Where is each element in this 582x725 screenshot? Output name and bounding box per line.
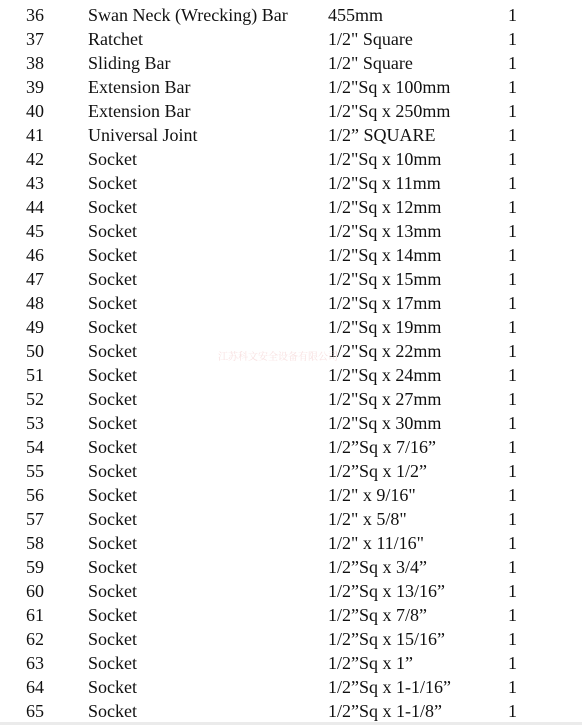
item-description: Socket bbox=[88, 341, 137, 361]
item-size: 1/2"Sq x 27mm bbox=[328, 389, 442, 409]
item-quantity: 1 bbox=[508, 533, 517, 553]
item-description: Socket bbox=[88, 317, 137, 337]
item-quantity: 1 bbox=[508, 437, 517, 457]
item-number: 65 bbox=[26, 701, 44, 721]
item-size: 1/2" Square bbox=[328, 29, 413, 49]
item-size: 1/2”Sq x 1-1/8” bbox=[328, 701, 442, 721]
table-row bbox=[0, 675, 582, 699]
item-size: 1/2”Sq x 7/16” bbox=[328, 437, 436, 457]
item-quantity: 1 bbox=[508, 365, 517, 385]
item-number: 63 bbox=[26, 653, 44, 673]
item-number: 56 bbox=[26, 485, 44, 505]
item-description: Socket bbox=[88, 413, 137, 433]
item-number: 40 bbox=[26, 101, 44, 121]
item-size: 1/2" Square bbox=[328, 53, 413, 73]
item-number: 57 bbox=[26, 509, 44, 529]
item-quantity: 1 bbox=[508, 149, 517, 169]
item-number: 36 bbox=[26, 5, 44, 25]
item-size: 1/2"Sq x 10mm bbox=[328, 149, 442, 169]
item-quantity: 1 bbox=[508, 653, 517, 673]
table-row bbox=[0, 243, 582, 267]
table-row bbox=[0, 291, 582, 315]
table-row bbox=[0, 555, 582, 579]
item-size: 1/2"Sq x 14mm bbox=[328, 245, 442, 265]
table-row bbox=[0, 171, 582, 195]
item-description: Sliding Bar bbox=[88, 53, 171, 73]
item-number: 62 bbox=[26, 629, 44, 649]
item-description: Socket bbox=[88, 173, 137, 193]
item-number: 54 bbox=[26, 437, 44, 457]
table-row bbox=[0, 435, 582, 459]
item-description: Swan Neck (Wrecking) Bar bbox=[88, 5, 288, 25]
item-quantity: 1 bbox=[508, 53, 517, 73]
item-size: 1/2"Sq x 100mm bbox=[328, 77, 451, 97]
item-number: 47 bbox=[26, 269, 44, 289]
item-size: 1/2" x 5/8" bbox=[328, 509, 407, 529]
item-quantity: 1 bbox=[508, 509, 517, 529]
item-description: Socket bbox=[88, 605, 137, 625]
item-size: 1/2” SQUARE bbox=[328, 125, 436, 145]
table-row bbox=[0, 507, 582, 531]
item-description: Socket bbox=[88, 509, 137, 529]
item-quantity: 1 bbox=[508, 701, 517, 721]
table-row bbox=[0, 3, 582, 27]
item-quantity: 1 bbox=[508, 5, 517, 25]
item-description: Socket bbox=[88, 533, 137, 553]
item-number: 37 bbox=[26, 29, 44, 49]
item-quantity: 1 bbox=[508, 173, 517, 193]
table-row bbox=[0, 531, 582, 555]
item-size: 1/2"Sq x 19mm bbox=[328, 317, 442, 337]
item-description: Socket bbox=[88, 677, 137, 697]
item-number: 53 bbox=[26, 413, 44, 433]
item-size: 1/2”Sq x 13/16” bbox=[328, 581, 445, 601]
item-number: 52 bbox=[26, 389, 44, 409]
item-quantity: 1 bbox=[508, 461, 517, 481]
item-number: 38 bbox=[26, 53, 44, 73]
item-quantity: 1 bbox=[508, 245, 517, 265]
item-quantity: 1 bbox=[508, 29, 517, 49]
table-row bbox=[0, 123, 582, 147]
table-row bbox=[0, 267, 582, 291]
item-number: 64 bbox=[26, 677, 44, 697]
item-quantity: 1 bbox=[508, 221, 517, 241]
watermark-text: 江苏科文安全设备有限公司 bbox=[218, 352, 338, 363]
table-row bbox=[0, 363, 582, 387]
item-description: Socket bbox=[88, 389, 137, 409]
item-description: Socket bbox=[88, 629, 137, 649]
item-size: 1/2"Sq x 30mm bbox=[328, 413, 442, 433]
item-description: Socket bbox=[88, 221, 137, 241]
table-row bbox=[0, 651, 582, 675]
item-quantity: 1 bbox=[508, 101, 517, 121]
item-description: Socket bbox=[88, 437, 137, 457]
item-quantity: 1 bbox=[508, 677, 517, 697]
item-size: 1/2"Sq x 17mm bbox=[328, 293, 442, 313]
item-size: 1/2"Sq x 15mm bbox=[328, 269, 442, 289]
item-quantity: 1 bbox=[508, 605, 517, 625]
item-quantity: 1 bbox=[508, 197, 517, 217]
table-row bbox=[0, 27, 582, 51]
item-description: Socket bbox=[88, 485, 137, 505]
item-number: 51 bbox=[26, 365, 44, 385]
item-size: 1/2"Sq x 12mm bbox=[328, 197, 442, 217]
item-number: 44 bbox=[26, 197, 44, 217]
item-number: 49 bbox=[26, 317, 44, 337]
item-quantity: 1 bbox=[508, 317, 517, 337]
item-size: 1/2" x 9/16" bbox=[328, 485, 416, 505]
item-description: Socket bbox=[88, 197, 137, 217]
table-row bbox=[0, 483, 582, 507]
table-row bbox=[0, 315, 582, 339]
table-row bbox=[0, 387, 582, 411]
item-size: 1/2”Sq x 1” bbox=[328, 653, 413, 673]
item-description: Socket bbox=[88, 701, 137, 721]
table-row bbox=[0, 75, 582, 99]
item-description: Socket bbox=[88, 245, 137, 265]
item-size: 1/2"Sq x 13mm bbox=[328, 221, 442, 241]
item-number: 60 bbox=[26, 581, 44, 601]
item-description: Socket bbox=[88, 365, 137, 385]
item-number: 42 bbox=[26, 149, 44, 169]
item-description: Extension Bar bbox=[88, 101, 191, 121]
item-quantity: 1 bbox=[508, 77, 517, 97]
table-row bbox=[0, 603, 582, 627]
item-number: 58 bbox=[26, 533, 44, 553]
item-size: 1/2”Sq x 1-1/16” bbox=[328, 677, 451, 697]
item-quantity: 1 bbox=[508, 413, 517, 433]
item-size: 1/2" x 11/16" bbox=[328, 533, 425, 553]
table-row bbox=[0, 579, 582, 603]
item-number: 59 bbox=[26, 557, 44, 577]
item-size: 1/2"Sq x 22mm bbox=[328, 341, 442, 361]
item-description: Socket bbox=[88, 581, 137, 601]
item-quantity: 1 bbox=[508, 557, 517, 577]
item-quantity: 1 bbox=[508, 341, 517, 361]
item-number: 46 bbox=[26, 245, 44, 265]
item-size: 1/2”Sq x 15/16” bbox=[328, 629, 445, 649]
item-number: 43 bbox=[26, 173, 44, 193]
item-number: 41 bbox=[26, 125, 44, 145]
item-size: 1/2”Sq x 7/8” bbox=[328, 605, 427, 625]
item-size: 1/2”Sq x 3/4” bbox=[328, 557, 427, 577]
item-size: 455mm bbox=[328, 5, 384, 25]
item-description: Extension Bar bbox=[88, 77, 191, 97]
table-row bbox=[0, 51, 582, 75]
item-size: 1/2"Sq x 11mm bbox=[328, 173, 441, 193]
item-description: Socket bbox=[88, 461, 137, 481]
item-description: Socket bbox=[88, 293, 137, 313]
item-size: 1/2"Sq x 250mm bbox=[328, 101, 451, 121]
item-description: Socket bbox=[88, 269, 137, 289]
table-row bbox=[0, 699, 582, 723]
item-quantity: 1 bbox=[508, 485, 517, 505]
item-description: Socket bbox=[88, 149, 137, 169]
item-quantity: 1 bbox=[508, 125, 517, 145]
item-description: Universal Joint bbox=[88, 125, 198, 145]
item-quantity: 1 bbox=[508, 269, 517, 289]
item-size: 1/2”Sq x 1/2” bbox=[328, 461, 427, 481]
table-row bbox=[0, 147, 582, 171]
item-quantity: 1 bbox=[508, 581, 517, 601]
item-quantity: 1 bbox=[508, 389, 517, 409]
table-row bbox=[0, 627, 582, 651]
item-number: 50 bbox=[26, 341, 44, 361]
item-number: 48 bbox=[26, 293, 44, 313]
item-description: Socket bbox=[88, 653, 137, 673]
item-number: 61 bbox=[26, 605, 44, 625]
item-number: 55 bbox=[26, 461, 44, 481]
item-number: 39 bbox=[26, 77, 44, 97]
item-description: Socket bbox=[88, 557, 137, 577]
item-number: 45 bbox=[26, 221, 44, 241]
item-size: 1/2"Sq x 24mm bbox=[328, 365, 442, 385]
table-row bbox=[0, 219, 582, 243]
item-quantity: 1 bbox=[508, 293, 517, 313]
table-row bbox=[0, 99, 582, 123]
item-quantity: 1 bbox=[508, 629, 517, 649]
item-description: Ratchet bbox=[88, 29, 143, 49]
table-row bbox=[0, 411, 582, 435]
table-row bbox=[0, 195, 582, 219]
table-row bbox=[0, 459, 582, 483]
